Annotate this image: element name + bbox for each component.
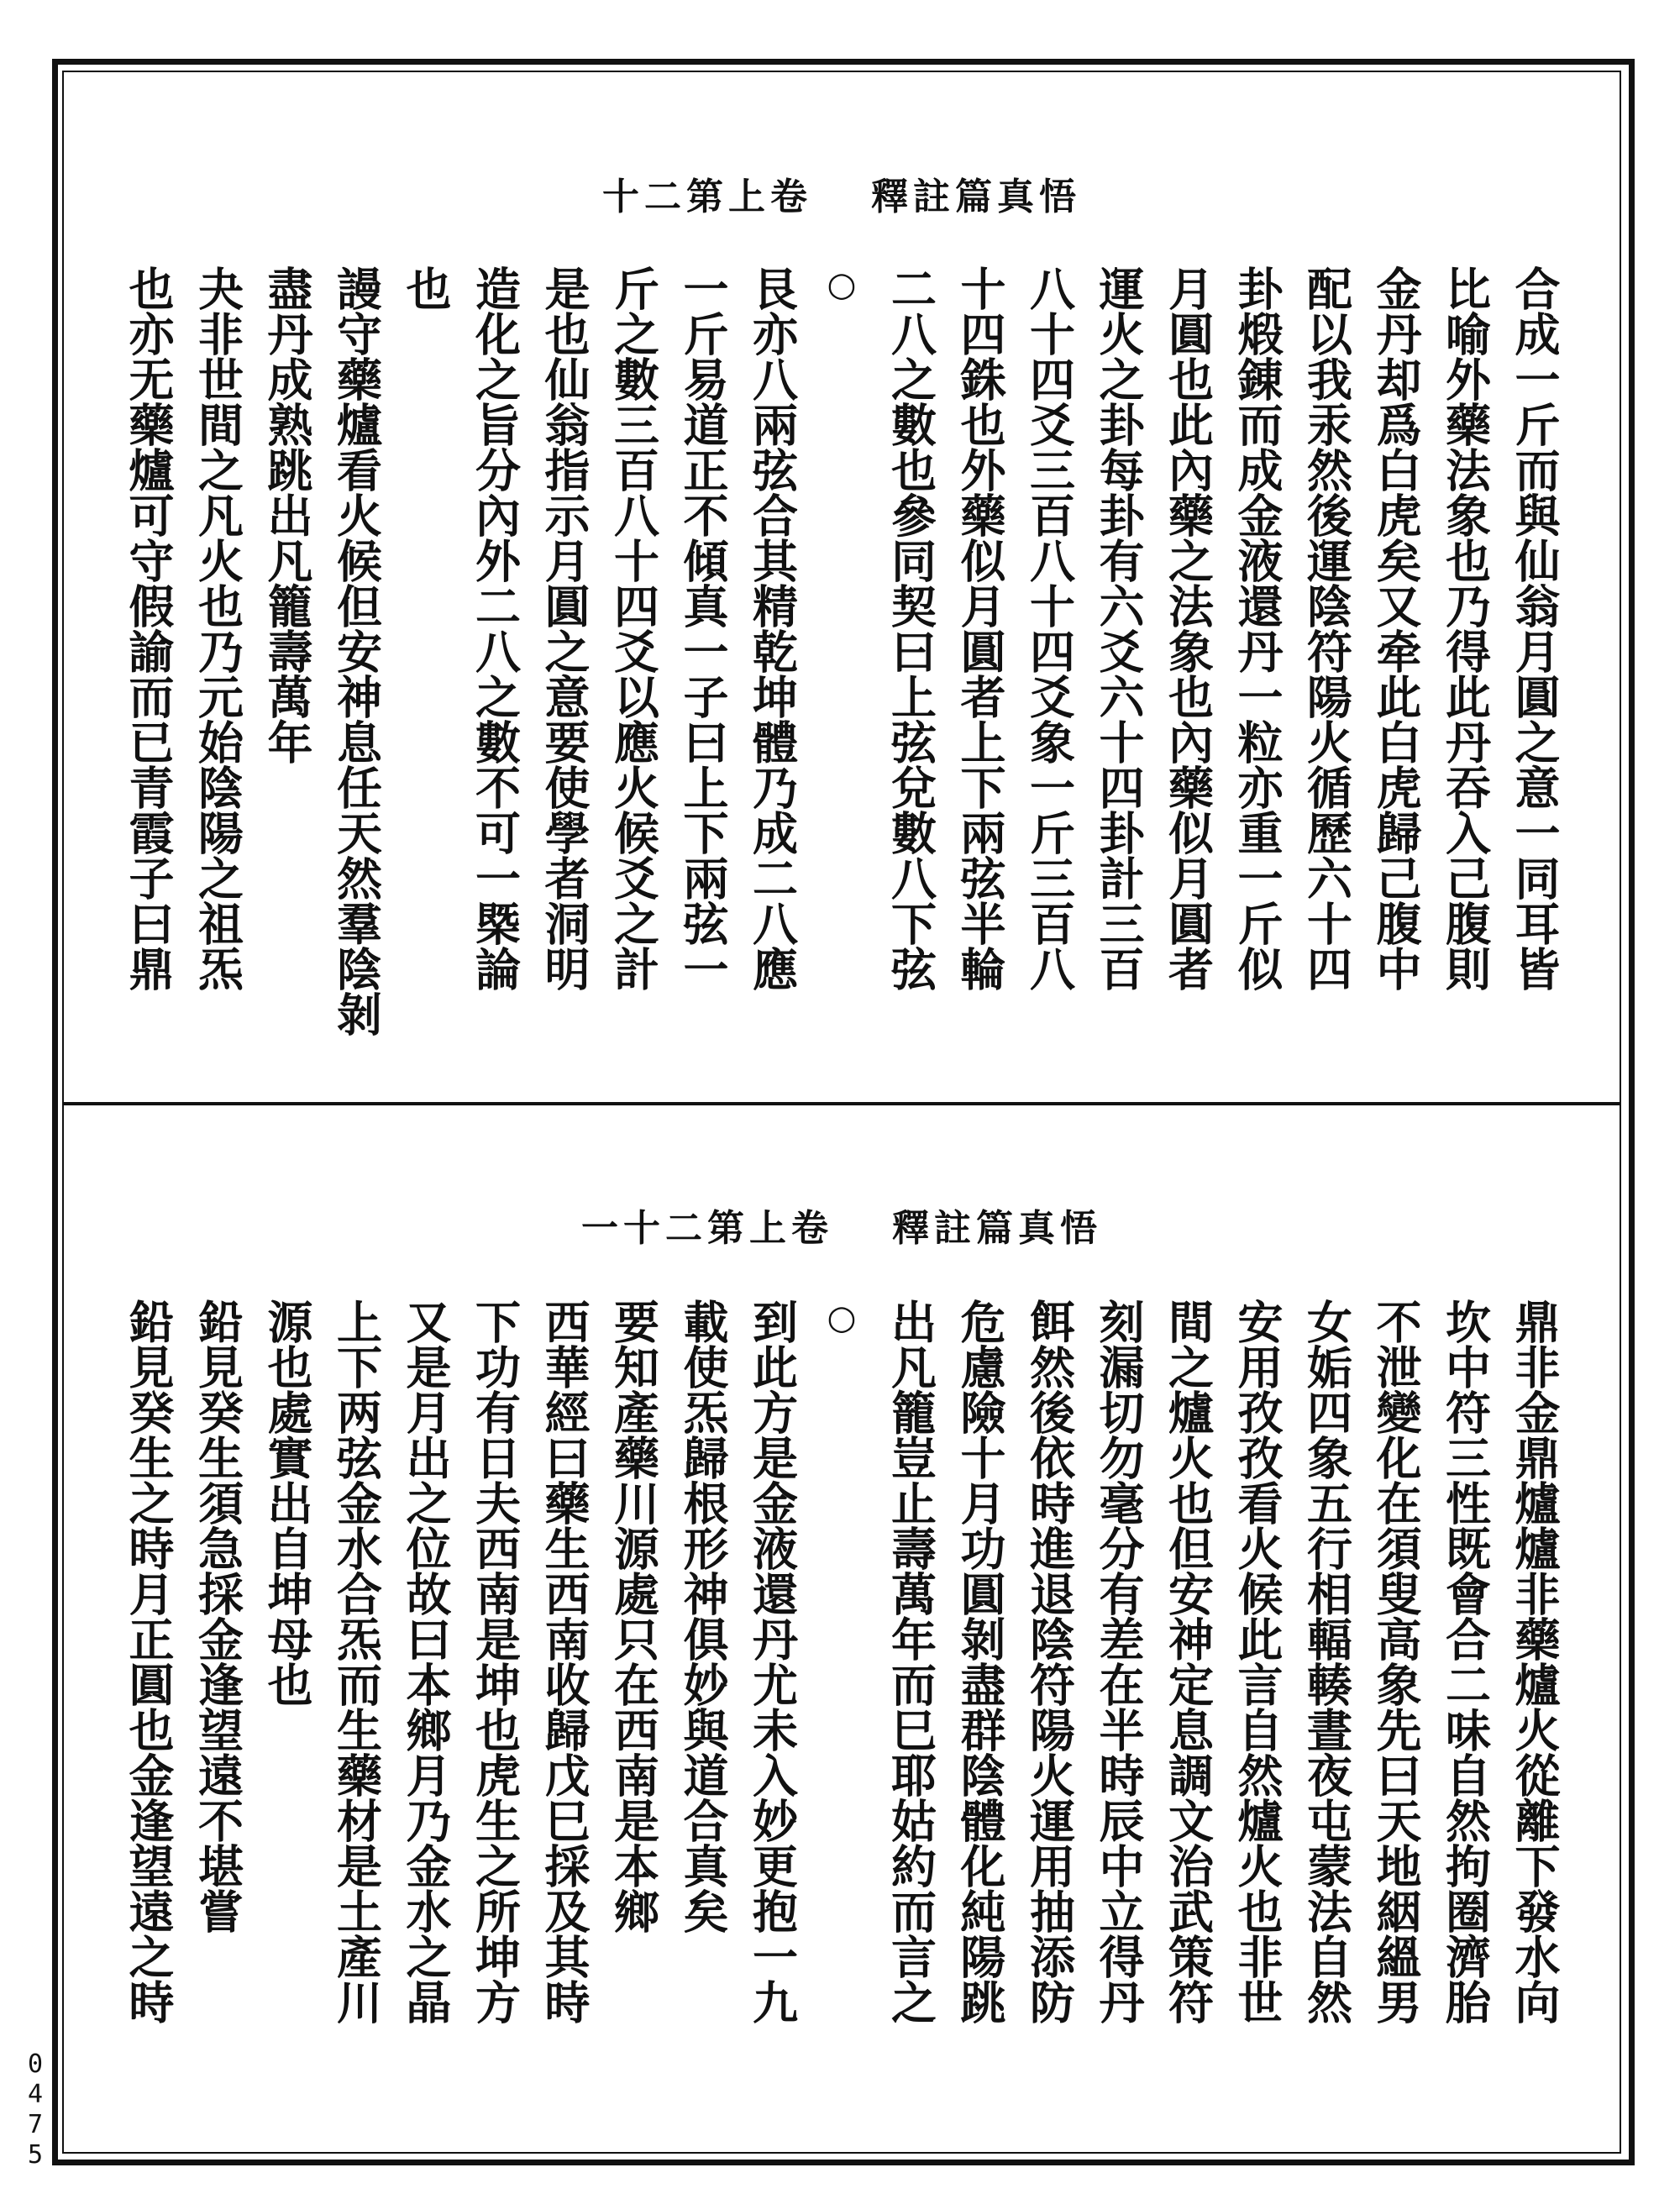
circle-mark: ○: [822, 265, 861, 304]
verse-column: 鉛見癸生須急採金逢望遠不堪嘗: [191, 1299, 245, 1934]
text-column: 一斤易道正不傾真一子曰上下兩弦一: [676, 265, 730, 991]
text-column: 艮亦八兩弦合其精乾坤體乃成二八應: [745, 265, 800, 991]
bottom-header-title: 釋註篇真悟: [892, 1207, 1102, 1250]
top-header-volume: 十二第上卷: [602, 176, 812, 218]
text-column: 八十四爻三百八十四爻象一斤三百八: [1022, 265, 1077, 991]
text-column: 載使炁歸根形神俱妙與道合真矣: [676, 1299, 730, 1934]
page-number: 0 4 7 5: [27, 2049, 44, 2170]
text-column: 源也處實出自坤母也: [260, 1299, 314, 1707]
verse-column: 盡丹成熟跳出凡籠壽萬年: [260, 265, 314, 764]
text-column: 又是月出之位故曰本鄉月乃金水之晶: [399, 1299, 453, 2024]
text-column: 下功有日夫西南是坤也虎生之所坤方: [468, 1299, 522, 2024]
verse-column: 要知產藥川源處只在西南是本鄉: [606, 1299, 661, 1934]
text-column: 月圓也此內藥之法象也內藥似月圓者: [1161, 265, 1215, 991]
text-column: 刻漏切勿毫分有差在半時辰中立得丹: [1092, 1299, 1146, 2024]
verse-column: 謾守藥爐看火候但安神息任天然羣陰剝: [329, 265, 384, 1037]
text-column: 十四銖也外藥似月圓者上下兩弦半輪: [953, 265, 1007, 991]
text-column: 卦煅錬而成金液還丹一粒亦重一斤似: [1231, 265, 1284, 991]
text-column: 出凡籠豈止壽萬年而巳耶姑約而言之: [884, 1299, 938, 2024]
text-column: 也: [399, 265, 453, 311]
text-column: 造化之旨分內外二八之數不可一槩論: [468, 265, 522, 991]
text-column: 西華經曰藥生西南收歸戊巳採及其時: [538, 1299, 591, 2024]
text-column: 上下两弦金水合炁而生藥材是土產川: [329, 1299, 384, 2024]
top-page-panel: [64, 72, 1620, 1102]
text-column: 女姤四象五行相輻輳晝夜屯蒙法自然: [1299, 1299, 1354, 2024]
bottom-header-volume: 一十二第上卷: [581, 1207, 833, 1250]
text-column: 是也仙翁指示月圓之意要使學者洞明: [538, 265, 591, 991]
text-column: 危慮險十月功圓剝盡群陰體化純陽跳: [953, 1299, 1007, 2024]
text-column: 坎中符三性既會合二味自然拘圈濟胎: [1438, 1299, 1493, 2024]
bottom-text-columns: [114, 1299, 1569, 2127]
text-column: 比喻外藥法象也乃得此丹吞入己腹則: [1438, 265, 1493, 991]
text-column: 鼎非金鼎爐爐非藥爐火從離下發水向: [1508, 1299, 1562, 2024]
bottom-page-panel: [64, 1105, 1620, 2152]
text-column: 鉛見癸生之時月正圓也金逢望遠之時: [122, 1299, 176, 2024]
text-column: 不泄變化在須叟高象先曰天地絪縕男: [1369, 1299, 1423, 2024]
bottom-page-header: [64, 1198, 1620, 1252]
text-column: 運火之卦每卦有六爻六十四卦計三百: [1092, 265, 1146, 991]
text-column: 安用孜孜看火候此言自然爐火也非世: [1231, 1299, 1284, 2024]
top-page-header: [64, 166, 1620, 220]
text-column: 合成一斤而與仙翁月圓之意一同耳皆: [1508, 265, 1562, 991]
text-column: 到此方是金液還丹尤未入妙更抱一九: [745, 1299, 800, 2024]
text-column: 二八之數也參同契曰上弦兌數八下弦: [884, 265, 938, 991]
text-column: 也亦无藥爐可守假諭而已青霞子曰鼎: [122, 265, 176, 991]
top-text-columns: [114, 265, 1569, 1077]
text-column: 金丹却爲白虎矣又牵此白虎歸己腹中: [1369, 265, 1423, 991]
text-column: 間之爐火也但安神定息調文治武策符: [1161, 1299, 1215, 2024]
text-column: 夬非世間之凡火也乃元始陰陽之祖炁: [191, 265, 245, 991]
text-column: 餌然後依時進退陰符陽火運用抽添防: [1022, 1299, 1077, 2024]
circle-mark: ○: [822, 1299, 861, 1337]
top-header-title: 釋註篇真悟: [871, 176, 1081, 218]
text-column: 配以我汞然後運陰符陽火循歷六十四: [1299, 265, 1354, 991]
text-column: 斤之數三百八十四爻以應火候爻之計: [606, 265, 661, 991]
